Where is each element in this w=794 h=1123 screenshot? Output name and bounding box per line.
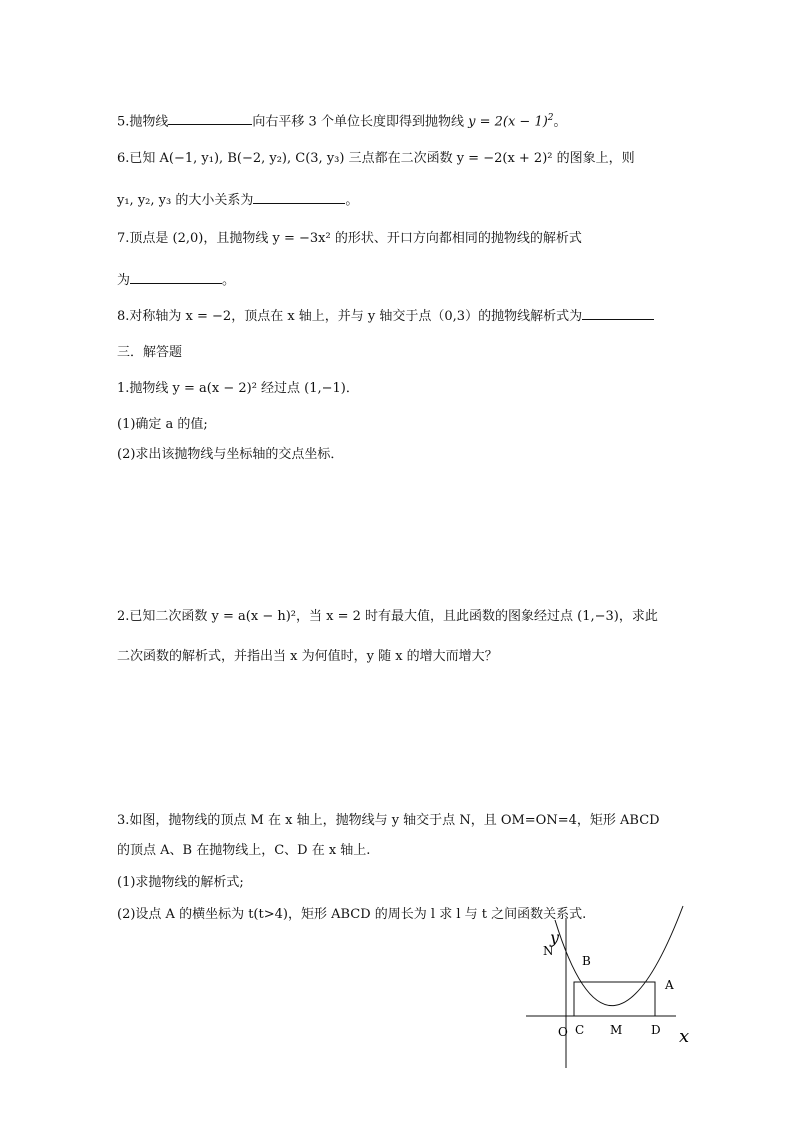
q7-answer-blank[interactable] [130, 270, 222, 284]
rectangle-abcd [574, 982, 655, 1016]
problem-2-line-2: 二次函数的解析式，并指出当 x 为何值时，y 随 x 的增大而增大？ [117, 649, 498, 664]
q6-line2-text: y₁, y₂, y₃ 的大小关系为 [117, 193, 254, 208]
q6-end: 。 [345, 193, 359, 208]
question-6-line-2 [117, 190, 358, 210]
problem-3-sub-1: (1)求抛物线的解析式; [117, 875, 244, 890]
label-C: C [575, 1023, 585, 1037]
q5-post: 向右平移 3 个单位长度即得到抛物线 [252, 114, 464, 130]
problem-3-line-1: 3.如图，抛物线的顶点 M 在 x 轴上，抛物线与 y 轴交于点 N，且 OM=ON=4，矩形 ABCD [117, 813, 660, 828]
section-3-title: 三．解答题 [117, 345, 183, 360]
q5-end: 。 [553, 114, 567, 130]
q7-end: 。 [222, 273, 236, 288]
q5-number: 5. [117, 114, 130, 130]
problem-1-sub-1: (1)确定 a 的值; [117, 417, 208, 432]
q5-equation: y = 2(x − 1) [468, 114, 548, 130]
question-5 [117, 109, 567, 131]
problem-2-line-1: 2.已知二次函数 y = a(x − h)²，当 x = 2 时有最大值，且此函数的图象经过点 (1,−3)，求此 [117, 609, 658, 624]
q8-answer-blank[interactable] [582, 306, 654, 320]
label-M: M [610, 1023, 623, 1037]
label-y: y [550, 928, 560, 947]
question-8 [117, 306, 654, 326]
label-x: x [679, 1026, 690, 1047]
problem-1-sub-2: (2)求出该抛物线与坐标轴的交点坐标． [117, 447, 344, 462]
q5-answer-blank[interactable] [168, 111, 252, 125]
question-7-line-2 [117, 270, 235, 290]
q5-exponent: 2 [547, 113, 554, 123]
problem-1-stem: 1.抛物线 y = a(x − 2)² 经过点 (1,−1)． [117, 381, 359, 396]
label-B: B [582, 954, 591, 968]
question-7-line-1: 7.顶点是 (2,0)，且抛物线 y = −3x² 的形状、开口方向都相同的抛物线的解析式 [117, 231, 582, 246]
q5-pre: 抛物线 [129, 114, 169, 130]
q8-text: 8.对称轴为 x = −2，顶点在 x 轴上，并与 y 轴交于点（0,3）的抛物线解析式为 [117, 309, 583, 324]
q6-answer-blank[interactable] [253, 190, 345, 204]
label-N: N [543, 944, 554, 958]
label-D: D [651, 1023, 661, 1037]
label-A: A [665, 978, 674, 992]
problem-3-line-2: 的顶点 A、B 在抛物线上，C、D 在 x 轴上. [117, 843, 371, 858]
problem-3-sub-2: (2)设点 A 的横坐标为 t(t>4)，矩形 ABCD 的周长为 l 求 l 与 t 之间函数关系式. [117, 907, 587, 922]
q7-line2-text: 为 [117, 273, 131, 288]
label-O: O [558, 1025, 568, 1039]
question-6-line-1: 6.已知 A(−1, y₁), B(−2, y₂), C(3, y₃) 三点都在二次函数 y = −2(x + 2)² 的图象上，则 [117, 151, 635, 166]
